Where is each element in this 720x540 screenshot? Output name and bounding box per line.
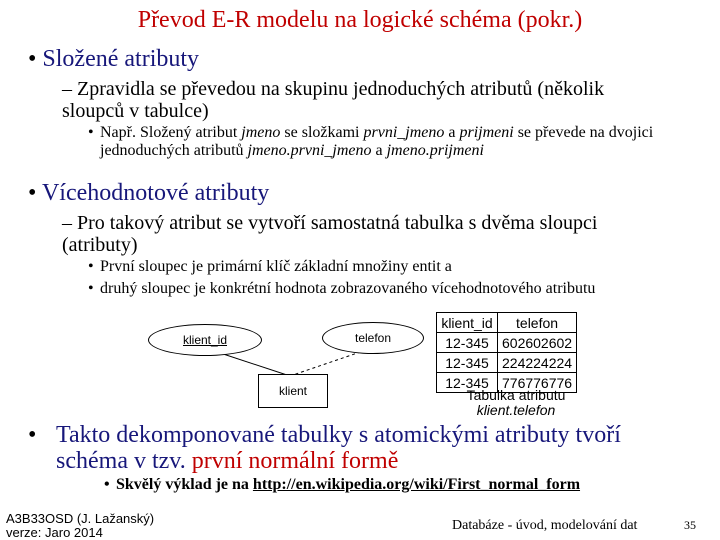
wiki-tip: • Skvělý výklad je na http://en.wikipedia.org/wiki/First_normal_form [104, 476, 581, 493]
footer-course: A3B33OSD (J. Lažanský) [6, 511, 155, 526]
bullet-normal-form: • Takto dekomponované tabulky s atomickými atributy tvoří schéma v tzv. první normální formě [28, 422, 688, 474]
normal-form-highlight: první normální formě [191, 448, 399, 474]
table-header-telefon: telefon [498, 313, 577, 333]
bullet-multivalued: • Vícehodnotové atributy [28, 180, 270, 206]
page-number: 35 [684, 518, 696, 532]
telefon-table [436, 312, 577, 393]
attr-telefon-label: telefon [354, 331, 392, 345]
ex-text-h: jmeno.prvni_jmeno [247, 142, 372, 159]
attr-ellipse-klient-id [148, 324, 262, 356]
table-cell: 12-345 [437, 373, 498, 393]
ex-text-i: a [371, 142, 387, 159]
table-row [437, 353, 577, 373]
table-caption-line-2: klient.telefon [476, 402, 556, 418]
table-row [437, 333, 577, 353]
attr-ellipse-telefon [322, 322, 424, 354]
point-1-text: První sloupec je primární klíč základní množiny entit a [100, 258, 452, 275]
table-cell: 12-345 [437, 333, 498, 353]
entity-klient-label: klient [278, 384, 307, 398]
multivalued-point-1: • První sloupec je primární klíč základní množiny entit a [88, 258, 452, 275]
footer-left [6, 512, 154, 540]
slide-title: Převod E-R modelu na logické schéma (pokr.) [137, 7, 583, 33]
ex-text-g: se převede na dvojici jednoduchých atributů [100, 124, 654, 159]
ex-text-e: a [444, 124, 460, 141]
table-cell: 602602602 [498, 333, 577, 353]
footer-version: verze: Jaro 2014 [6, 525, 103, 540]
table-cell: 776776776 [498, 373, 577, 393]
multivalued-point-2: • druhý sloupec je konkrétní hodnota zobrazovaného vícehodnotového atributu [88, 280, 596, 297]
table-caption-line-1: Tabulka atributu [466, 387, 566, 403]
wiki-link[interactable]: http://en.wikipedia.org/wiki/First_normal_form [252, 476, 581, 493]
ex-text-c: se složkami [280, 124, 364, 141]
heading-composite: Složené atributy [42, 46, 200, 72]
table-caption [436, 388, 596, 418]
table-header-klient-id: klient_id [437, 313, 498, 333]
entity-klient [258, 374, 328, 408]
normal-form-text [56, 422, 688, 474]
bullet-composite: • Složené atributy [28, 46, 200, 72]
table-cell: 224224224 [498, 353, 577, 373]
composite-example: • Např. Složený atribut jmeno se složkami prvni_jmeno a prijmeni se převede na dvojici jednoduchých atributů jmeno.prvni_jmeno a jmeno.prijmeni [88, 124, 654, 159]
ex-text-b: jmeno [241, 124, 281, 141]
wiki-tip-text: Skvělý výklad je na [116, 476, 253, 493]
ex-text-d: prvni_jmeno [363, 124, 445, 141]
heading-multivalued: Vícehodnotové atributy [41, 180, 270, 206]
point-2-text: druhý sloupec je konkrétní hodnota zobrazovaného vícehodnotového atributu [100, 280, 596, 297]
table-cell: 12-345 [437, 353, 498, 373]
ex-text-a: Např. Složený atribut [100, 124, 242, 141]
table-header-row [437, 313, 577, 333]
footer-center: Databáze - úvod, modelování dat [452, 518, 638, 533]
attr-klient-id-label: klient_id [182, 333, 228, 347]
normal-form-text-a: Takto dekomponované tabulky s atomickými atributy tvoří schéma v tzv. [56, 422, 621, 474]
ex-text-f: prijmeni [459, 124, 514, 141]
multivalued-sub: – Pro takový atribut se vytvoří samostatná tabulka s dvěma sloupci (atributy) [62, 212, 598, 256]
composite-sub: – Zpravidla se převedou na skupinu jednoduchých atributů (několik sloupců v tabulce) [62, 78, 605, 122]
ex-text-j: jmeno.prijmeni [386, 142, 484, 159]
